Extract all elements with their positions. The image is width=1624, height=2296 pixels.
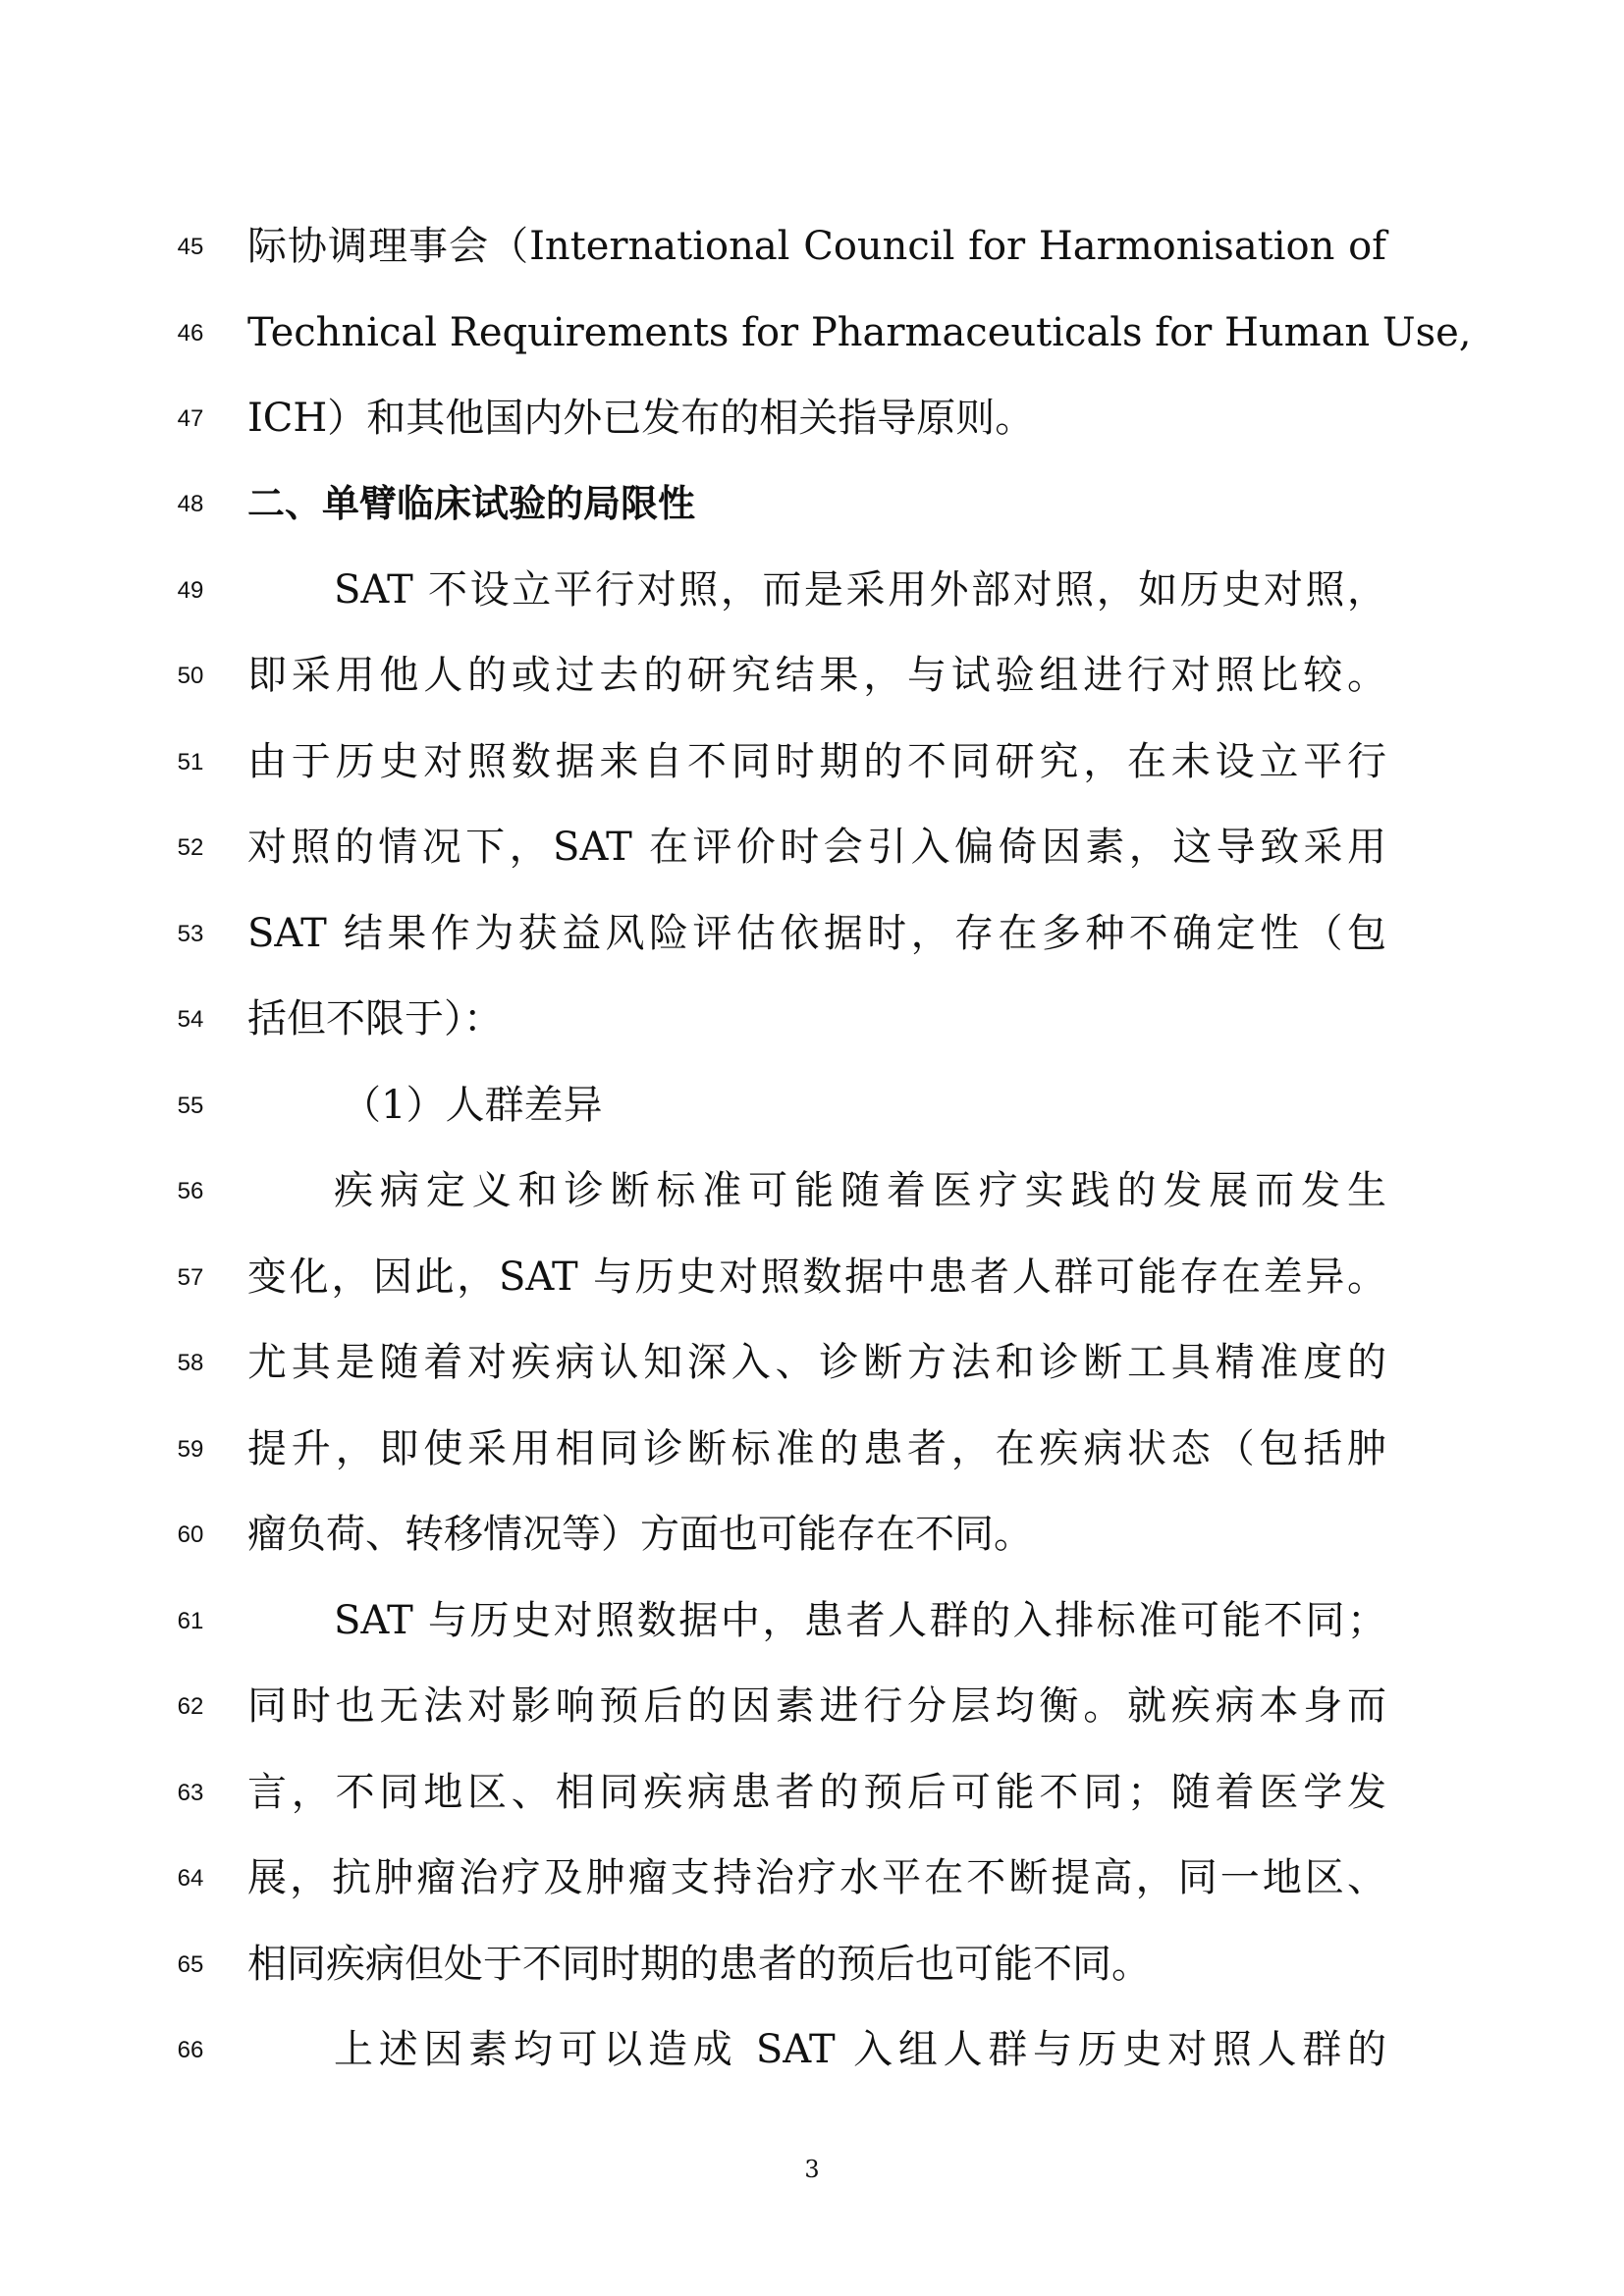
line-number: 55 xyxy=(177,1093,204,1119)
line-number: 48 xyxy=(177,491,204,517)
text-line: 上述因素均可以造成 SAT 入组人群与历史对照人群的 xyxy=(334,2027,1386,2072)
text-line: 提升，即使采用相同诊断标准的患者，在疾病状态（包括肿 xyxy=(247,1426,1386,1471)
text-line: 括但不限于）： xyxy=(247,996,503,1041)
line-number: 59 xyxy=(177,1436,204,1463)
line-number: 56 xyxy=(177,1178,204,1204)
line-number: 53 xyxy=(177,921,204,947)
text-line: 展，抗肿瘤治疗及肿瘤支持治疗水平在不断提高，同一地区、 xyxy=(247,1855,1386,1900)
line-number: 52 xyxy=(177,834,204,861)
text-line: 对照的情况下，SAT 在评价时会引入偏倚因素，这导致采用 xyxy=(247,825,1386,870)
text-line: SAT 结果作为获益风险评估依据时，存在多种不确定性（包 xyxy=(247,911,1386,956)
line-number: 66 xyxy=(177,2037,204,2063)
line-number: 62 xyxy=(177,1693,204,1720)
line-number: 57 xyxy=(177,1264,204,1291)
line-number: 49 xyxy=(177,577,204,604)
text-line: 际协调理事会（International Council for Harmonisation of xyxy=(247,224,1386,269)
text-line: 瘤负荷、转移情况等）方面也可能存在不同。 xyxy=(247,1512,1033,1557)
line-number: 47 xyxy=(177,405,204,432)
line-number: 45 xyxy=(177,234,204,260)
line-number: 46 xyxy=(177,320,204,347)
text-line: 尤其是随着对疾病认知深入、诊断方法和诊断工具精准度的 xyxy=(247,1340,1386,1385)
line-number: 54 xyxy=(177,1006,204,1033)
text-line: ICH）和其他国内外已发布的相关指导原则。 xyxy=(247,396,1035,441)
line-number: 65 xyxy=(177,1951,204,1978)
line-number: 64 xyxy=(177,1865,204,1892)
page-number: 3 xyxy=(804,2156,820,2183)
text-line: Technical Requirements for Pharmaceuticals for Human Use, xyxy=(247,310,1472,355)
line-number: 61 xyxy=(177,1608,204,1634)
text-line: 变化，因此，SAT 与历史对照数据中患者人群可能存在差异。 xyxy=(247,1255,1386,1300)
text-line: SAT 不设立平行对照，而是采用外部对照，如历史对照， xyxy=(334,567,1386,613)
text-line: 由于历史对照数据来自不同时期的不同研究，在未设立平行 xyxy=(247,739,1386,784)
section-heading: 二、单臂临床试验的局限性 xyxy=(247,482,696,525)
text-line: 相同疾病但处于不同时期的患者的预后也可能不同。 xyxy=(247,1942,1151,1987)
line-number: 50 xyxy=(177,663,204,689)
text-line: 疾病定义和诊断标准可能随着医疗实践的发展而发生 xyxy=(334,1168,1386,1213)
text-line: 言，不同地区、相同疾病患者的预后可能不同；随着医学发 xyxy=(247,1770,1386,1815)
line-number: 63 xyxy=(177,1780,204,1806)
text-line: SAT 与历史对照数据中，患者人群的入排标准可能不同； xyxy=(334,1598,1386,1643)
line-number: 51 xyxy=(177,749,204,775)
text-line: 即采用他人的或过去的研究结果，与试验组进行对照比较。 xyxy=(247,653,1386,698)
subsection-heading: （1）人群差异 xyxy=(342,1083,603,1128)
line-number: 60 xyxy=(177,1522,204,1548)
line-number: 58 xyxy=(177,1350,204,1376)
text-line: 同时也无法对影响预后的因素进行分层均衡。就疾病本身而 xyxy=(247,1683,1386,1729)
